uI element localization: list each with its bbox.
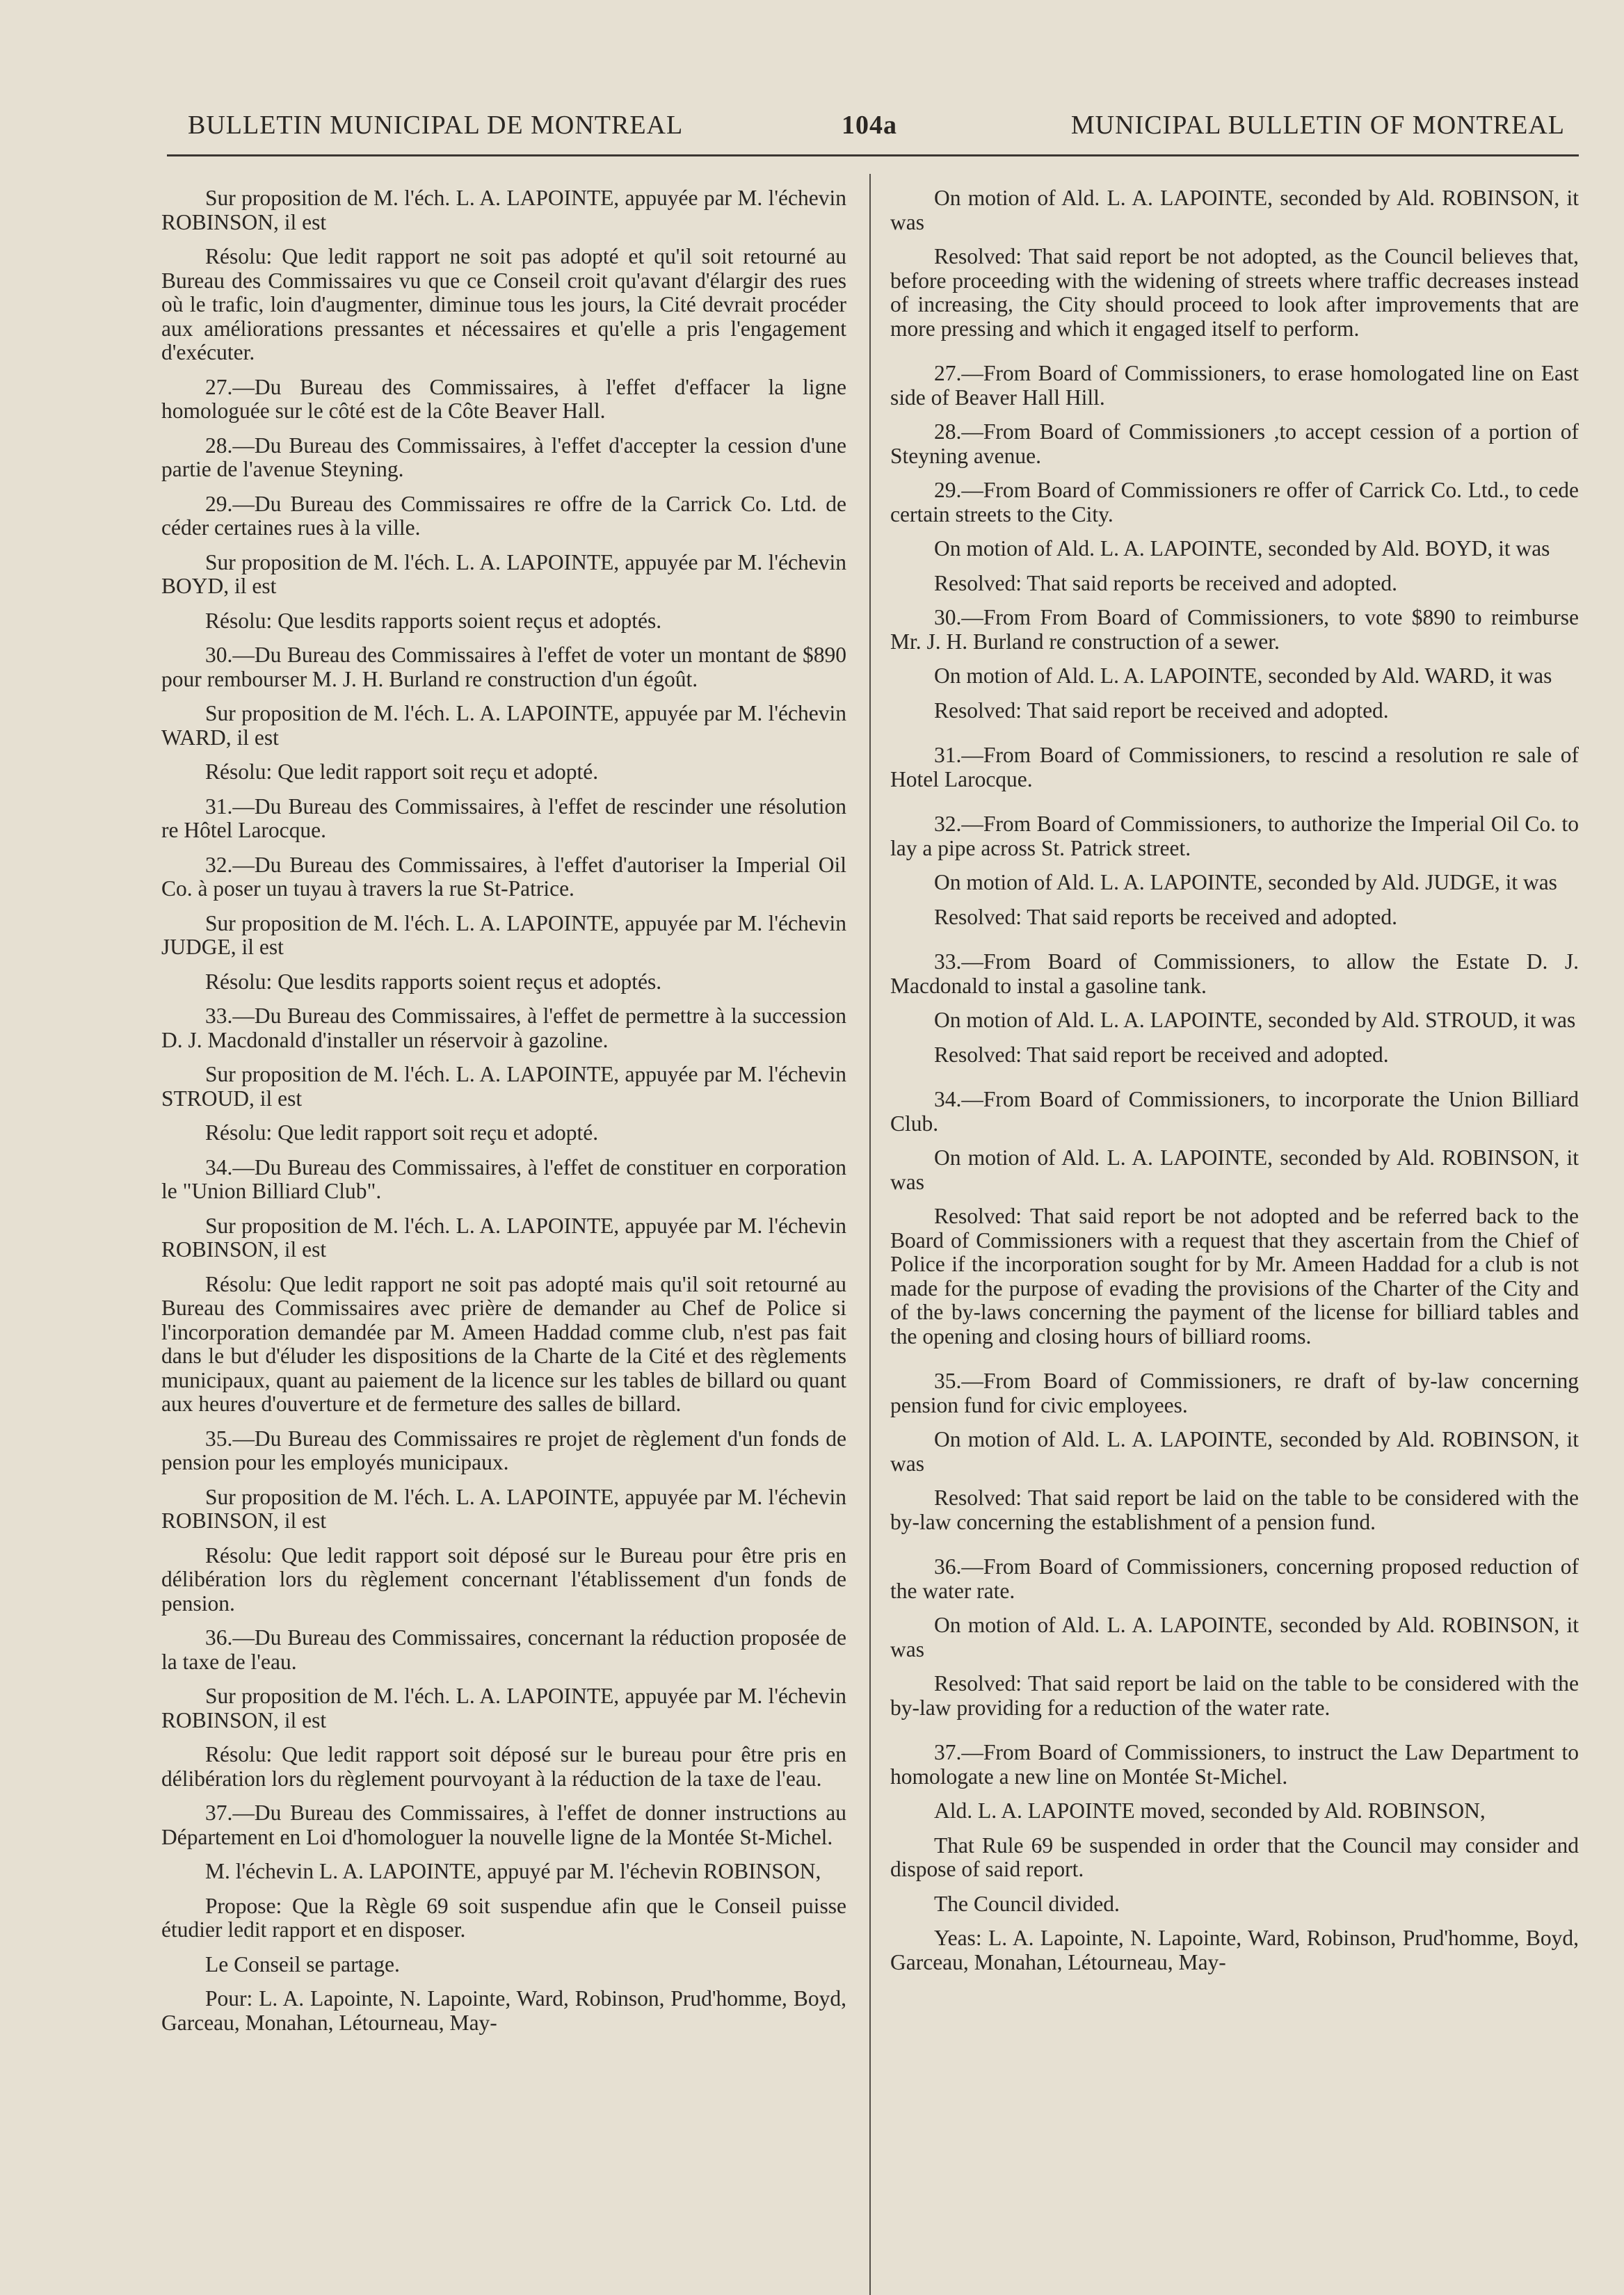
paragraph: 28.—Du Bureau des Commissaires, à l'effet d'accepter la cession d'une partie de l'avenue Steyning. bbox=[161, 433, 846, 481]
paragraph: Ald. L. A. LAPOINTE moved, seconded by Ald. ROBINSON, bbox=[934, 1798, 1486, 1823]
paragraph: 28.—From Board of Commissioners ,to accept cession of a portion of Steyning avenue. bbox=[890, 419, 1579, 468]
paragraph: Pour: L. A. Lapointe, N. Lapointe, Ward, Robinson, Prud'homme, Boyd, Garceau, Monahan, Létourneau, May- bbox=[161, 1986, 846, 2035]
paragraph: 29.—Du Bureau des Commissaires re offre de la Carrick Co. Ltd. de céder certaines rues à la ville. bbox=[161, 491, 846, 540]
paragraph: Resolved: That said reports be received and adopted. bbox=[934, 904, 1397, 929]
paragraph: On motion of Ald. L. A. LAPOINTE, seconded by Ald. ROBINSON, it was bbox=[890, 1427, 1579, 1476]
paragraph: Résolu: Que lesdits rapports soient reçus et adoptés. bbox=[205, 969, 662, 994]
english-column bbox=[890, 186, 1579, 1985]
paragraph: Resolved: That said reports be received and adopted. bbox=[934, 570, 1397, 595]
paragraph: 36.—From Board of Commissioners, concerning proposed reduction of the water rate. bbox=[890, 1554, 1579, 1603]
header-rule bbox=[167, 154, 1579, 156]
paragraph: Sur proposition de M. l'éch. L. A. LAPOINTE, appuyée par M. l'échevin BOYD, il est bbox=[161, 549, 846, 598]
paragraph: On motion of Ald. L. A. LAPOINTE, seconded by Ald. BOYD, it was bbox=[934, 536, 1550, 561]
paragraph: Sur proposition de M. l'éch. L. A. LAPOINTE, appuyée par M. l'échevin WARD, il est bbox=[161, 701, 846, 750]
paragraph: 27.—From Board of Commissioners, to erase homologated line on East side of Beaver Hall Hill. bbox=[890, 361, 1579, 410]
french-column bbox=[161, 186, 846, 2045]
paragraph: 31.—Du Bureau des Commissaires, à l'effet de rescinder une résolution re Hôtel Larocque. bbox=[161, 794, 846, 842]
paragraph: On motion of Ald. L. A. LAPOINTE, seconded by Ald. JUDGE, it was bbox=[934, 870, 1557, 894]
paragraph: Sur proposition de M. l'éch. L. A. LAPOINTE, appuyée par M. l'échevin ROBINSON, il est bbox=[161, 186, 846, 234]
paragraph: Résolu: Que ledit rapport soit déposé sur le Bureau pour être pris en délibération lors du règlement concernant l'établissement d'un fonds de pension. bbox=[161, 1543, 846, 1616]
paragraph: Résolu: Que ledit rapport ne soit pas adopté et qu'il soit retourné au Bureau des Commissaires vu que ce Conseil croit qu'avant d'élargir des rues où le trafic, loin d'augmenter, diminue tous les jours, la Cité devrait procéder aux améliorations pressantes et nécessaires et qu'elle a pris l'engagement d'exécuter. bbox=[161, 244, 846, 364]
paragraph: The Council divided. bbox=[934, 1891, 1120, 1916]
paragraph: 32.—Du Bureau des Commissaires, à l'effet d'autoriser la Imperial Oil Co. à poser un tuyau à travers la rue St-Patrice. bbox=[161, 852, 846, 901]
paragraph: Resolved: That said report be laid on the table to be considered with the by-law concerning the establishment of a pension fund. bbox=[890, 1485, 1579, 1534]
paragraph: Resolved: That said report be laid on the table to be considered with the by-law providing for a reduction of the water rate. bbox=[890, 1671, 1579, 1720]
column-divider bbox=[869, 174, 871, 2295]
paragraph: Propose: Que la Règle 69 soit suspendue afin que le Conseil puisse étudier ledit rapport et en disposer. bbox=[161, 1893, 846, 1942]
paragraph: Résolu: Que ledit rapport ne soit pas adopté mais qu'il soit retourné au Bureau des Commissaires avec prière de demander au Chef de Police si l'incorporation demandée par M. Ameen Haddad comme club, n'est pas fait dans le but d'éluder les dispositions de la Charte de la Cité et des règlements municipaux, quant au paiement de la licence sur les tables de billard ou quant aux heures d'ouverture et de fermeture des salles de billard. bbox=[161, 1271, 846, 1416]
paragraph: Résolu: Que ledit rapport soit déposé sur le bureau pour être pris en délibération lors du règlement pourvoyant à la réduction de la taxe de l'eau. bbox=[161, 1742, 846, 1791]
paragraph: Sur proposition de M. l'éch. L. A. LAPOINTE, appuyée par M. l'échevin ROBINSON, il est bbox=[161, 1684, 846, 1732]
paragraph: 35.—From Board of Commissioners, re draft of by-law concerning pension fund for civic employees. bbox=[890, 1369, 1579, 1417]
paragraph: 30.—From From Board of Commissioners, to vote $890 to reimburse Mr. J. H. Burland re construction of a sewer. bbox=[890, 605, 1579, 654]
paragraph: Resolved: That said report be not adopted and be referred back to the Board of Commissioners with a request that they ascertain from the Chief of Police if the incorporation sought for by Mr. Ameen Haddad for a club is not made for the purpose of evading the provisions of the Charter of the City and of the by-laws concerning the payment of the license for billiard tables and the opening and closing hours of billiard rooms. bbox=[890, 1204, 1579, 1348]
paragraph: That Rule 69 be suspended in order that the Council may consider and dispose of said report. bbox=[890, 1833, 1579, 1881]
paragraph: 36.—Du Bureau des Commissaires, concernant la réduction proposée de la taxe de l'eau. bbox=[161, 1625, 846, 1674]
paragraph: 37.—From Board of Commissioners, to instruct the Law Department to homologate a new line on Montée St-Michel. bbox=[890, 1740, 1579, 1789]
paragraph: 29.—From Board of Commissioners re offer of Carrick Co. Ltd., to cede certain streets to the City. bbox=[890, 478, 1579, 526]
paragraph: 27.—Du Bureau des Commissaires, à l'effet d'effacer la ligne homologuée sur le côté est de la Côte Beaver Hall. bbox=[161, 374, 846, 423]
paragraph: Sur proposition de M. l'éch. L. A. LAPOINTE, appuyée par M. l'échevin STROUD, il est bbox=[161, 1062, 846, 1111]
paragraph: Résolu: Que lesdits rapports soient reçus et adoptés. bbox=[205, 608, 662, 633]
paragraph: 34.—Du Bureau des Commissaires, à l'effet de constituer en corporation le "Union Billiard Club". bbox=[161, 1154, 846, 1203]
paragraph: Resolved: That said report be received and adopted. bbox=[934, 1042, 1389, 1067]
paragraph: 34.—From Board of Commissioners, to incorporate the Union Billiard Club. bbox=[890, 1087, 1579, 1136]
paragraph: 33.—From Board of Commissioners, to allow the Estate D. J. Macdonald to instal a gasoline tank. bbox=[890, 949, 1579, 998]
page-number: 104a bbox=[842, 111, 897, 140]
paragraph: Sur proposition de M. l'éch. L. A. LAPOINTE, appuyée par M. l'échevin JUDGE, il est bbox=[161, 910, 846, 959]
paragraph: On motion of Ald. L. A. LAPOINTE, seconded by Ald. STROUD, it was bbox=[934, 1008, 1576, 1032]
paragraph: Résolu: Que ledit rapport soit reçu et adopté. bbox=[205, 1120, 599, 1145]
paragraph: M. l'échevin L. A. LAPOINTE, appuyé par M. l'échevin ROBINSON, bbox=[205, 1859, 821, 1883]
paragraph: Sur proposition de M. l'éch. L. A. LAPOINTE, appuyée par M. l'échevin ROBINSON, il est bbox=[161, 1484, 846, 1533]
paragraph: Le Conseil se partage. bbox=[205, 1951, 400, 1976]
paragraph: Résolu: Que ledit rapport soit reçu et adopté. bbox=[205, 759, 599, 784]
paragraph: 32.—From Board of Commissioners, to authorize the Imperial Oil Co. to lay a pipe across St. Patrick street. bbox=[890, 812, 1579, 860]
paragraph: On motion of Ald. L. A. LAPOINTE, seconded by Ald. ROBINSON, it was bbox=[890, 1145, 1579, 1194]
paragraph: 31.—From Board of Commissioners, to rescind a resolution re sale of Hotel Larocque. bbox=[890, 743, 1579, 791]
paragraph: Sur proposition de M. l'éch. L. A. LAPOINTE, appuyée par M. l'échevin ROBINSON, il est bbox=[161, 1213, 846, 1262]
paragraph: 30.—Du Bureau des Commissaires à l'effet de voter un montant de $890 pour rembourser M. J. H. Burland re construction d'un égoût. bbox=[161, 643, 846, 691]
paragraph: Yeas: L. A. Lapointe, N. Lapointe, Ward, Robinson, Prud'homme, Boyd, Garceau, Monahan, Létourneau, May- bbox=[890, 1926, 1579, 1974]
page-header bbox=[188, 110, 1565, 152]
paragraph: Resolved: That said report be received and adopted. bbox=[934, 698, 1389, 723]
header-title-french: BULLETIN MUNICIPAL DE MONTREAL bbox=[188, 111, 684, 140]
paragraph: On motion of Ald. L. A. LAPOINTE, seconded by Ald. ROBINSON, it was bbox=[890, 1613, 1579, 1661]
header-title-english: MUNICIPAL BULLETIN OF MONTREAL bbox=[1070, 111, 1565, 140]
paragraph: Resolved: That said report be not adopted, as the Council believes that, before proceeding with the widening of streets where traffic decreases instead of increasing, the City should proceed to look after improvements that are more pressing and which it engaged itself to perform. bbox=[890, 244, 1579, 341]
paragraph: 37.—Du Bureau des Commissaires, à l'effet de donner instructions au Département en Loi d'homologuer la nouvelle ligne de la Montée St-Michel. bbox=[161, 1801, 846, 1849]
paragraph: 35.—Du Bureau des Commissaires re projet de règlement d'un fonds de pension pour les employés municipaux. bbox=[161, 1426, 846, 1474]
paragraph: 33.—Du Bureau des Commissaires, à l'effet de permettre à la succession D. J. Macdonald d'installer un réservoir à gazoline. bbox=[161, 1004, 846, 1052]
paragraph: On motion of Ald. L. A. LAPOINTE, seconded by Ald. WARD, it was bbox=[934, 663, 1552, 688]
paragraph: On motion of Ald. L. A. LAPOINTE, seconded by Ald. ROBINSON, it was bbox=[890, 186, 1579, 234]
